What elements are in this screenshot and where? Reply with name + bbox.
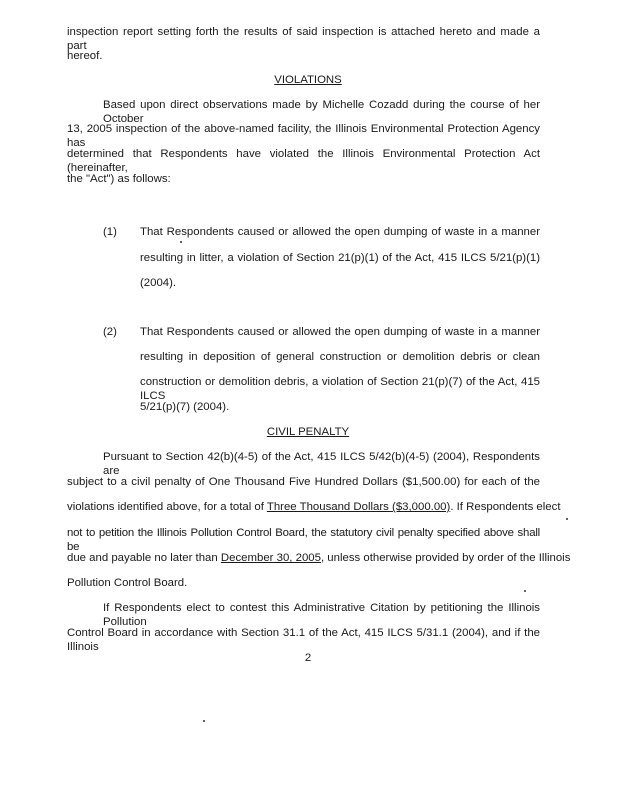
civil-penalty-text: . If Respondents elect: [450, 501, 561, 513]
civil-penalty-line: Pollution Control Board.: [67, 577, 188, 589]
violations-heading: VIOLATIONS: [274, 74, 342, 86]
violation-item-line: That Respondents caused or allowed the open dumping of waste in a manner: [140, 226, 540, 238]
scan-speck: [524, 590, 526, 592]
civil-penalty-line: [67, 500, 561, 514]
civil-penalty-text: violations identified above, for a total of: [67, 501, 267, 513]
violation-item-line: (2004).: [140, 277, 177, 289]
civil-penalty-line: subject to a civil penalty of One Thousand Five Hundred Dollars ($1,500.00) for each of the: [67, 476, 540, 488]
violation-item-line: resulting in litter, a violation of Section 21(p)(1) of the Act, 415 ILCS 5/21(p)(1): [140, 252, 540, 264]
page-number: 2: [304, 652, 312, 664]
civil-penalty-line: If Respondents elect to contest this Administrative Citation by petitioning the Illinois Pollution: [103, 602, 540, 628]
violation-item-line: construction or demolition debris, a violation of Section 21(p)(7) of the Act, 415 ILCS: [140, 376, 540, 402]
civil-penalty-line: not to petition the Illinois Pollution Control Board, the statutory civil penalty specified above shall be: [67, 527, 540, 553]
scan-speck: [180, 241, 182, 243]
due-date: December 30, 2005: [220, 552, 321, 564]
violation-item-line: 5/21(p)(7) (2004).: [140, 401, 230, 413]
scan-speck: [203, 720, 205, 722]
violations-paragraph-line: Based upon direct observations made by Michelle Cozadd during the course of her October: [103, 99, 540, 125]
civil-penalty-line: [67, 551, 571, 565]
total-penalty-amount: Three Thousand Dollars ($3,000.00): [266, 501, 451, 513]
civil-penalty-text: due and payable no later than: [67, 552, 221, 564]
civil-penalty-heading: CIVIL PENALTY: [266, 426, 350, 438]
intro-line-2: hereof.: [67, 50, 103, 62]
violations-paragraph-line: the "Act") as follows:: [67, 173, 171, 185]
civil-penalty-line: Control Board in accordance with Section 31.1 of the Act, 415 ILCS 5/31.1 (2004), and if the Illinois: [67, 627, 540, 653]
violations-paragraph-line: determined that Respondents have violated the Illinois Environmental Protection Act (hereinafter,: [67, 148, 540, 174]
civil-penalty-text: , unless otherwise provided by order of the Illinois: [320, 552, 571, 564]
scan-speck: [566, 518, 568, 520]
violation-item-number: (1): [103, 226, 117, 238]
violations-paragraph-line: 13, 2005 inspection of the above-named facility, the Illinois Environmental Protection Agency has: [67, 123, 540, 149]
intro-line-1: inspection report setting forth the results of said inspection is attached hereto and made a part: [67, 26, 540, 52]
violation-item-line: That Respondents caused or allowed the open dumping of waste in a manner: [140, 326, 540, 338]
violation-item-line: resulting in deposition of general construction or demolition debris or clean: [140, 351, 540, 363]
violation-item-number: (2): [103, 326, 117, 338]
civil-penalty-line: Pursuant to Section 42(b)(4-5) of the Act, 415 ILCS 5/42(b)(4-5) (2004), Respondents are: [103, 451, 540, 477]
